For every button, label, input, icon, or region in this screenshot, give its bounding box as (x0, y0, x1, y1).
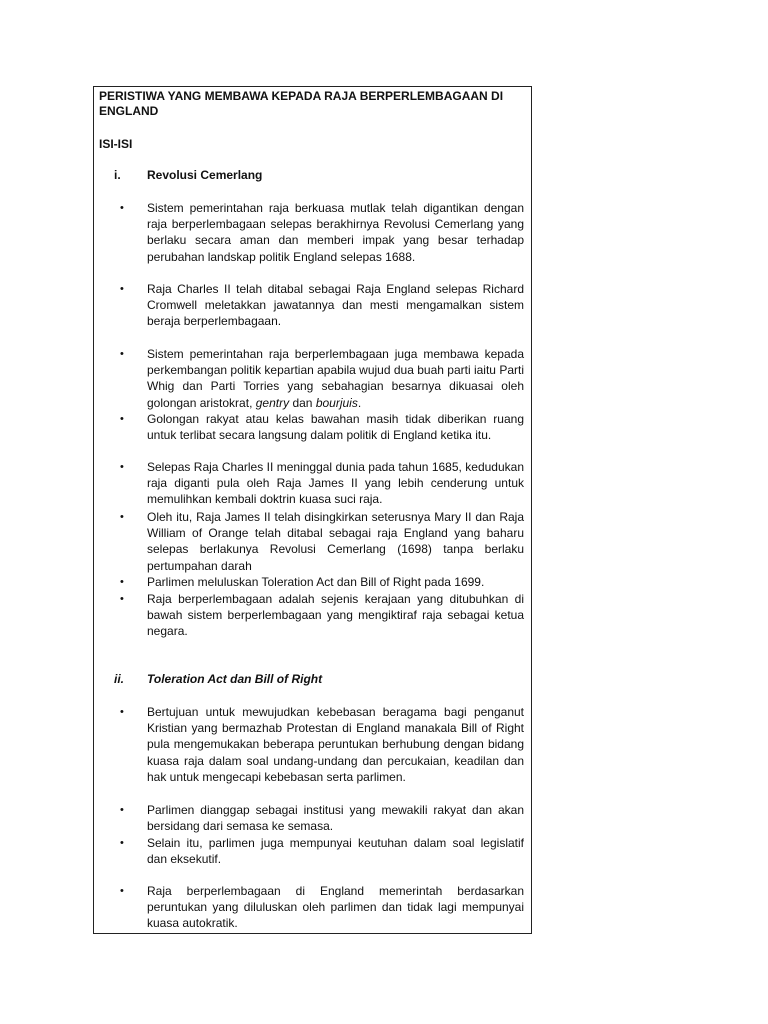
period: . (357, 395, 362, 410)
list-item-text: Selain itu, parlimen juga mempunyai keutuhan dalam soal legislatif dan eksekutif. (147, 836, 524, 867)
list-item-text: Golongan rakyat atau kelas bawahan masih tidak diberikan ruang untuk terlibat secara langsung dalam politik di England ketika itu. (147, 412, 524, 443)
section-2-number: ii. (114, 672, 125, 686)
list-item-text: Selepas Raja Charles II meninggal dunia pada tahun 1685, kedudukan raja diganti pula oleh Raja James II yang lebih cenderung untuk memulihkan kembali doktrin kuasa suci raja. (147, 460, 524, 507)
bullet-icon: • (120, 804, 124, 816)
list-item-text: Parlimen dianggap sebagai institusi yang mewakili rakyat dan akan bersidang dari semasa ke semasa. (147, 803, 524, 834)
document-heading: PERISTIWA YANG MEMBAWA KEPADA RAJA BERPERLEMBAGAAN DI ENGLAND (99, 89, 504, 118)
term-bourjuis: bourjuis (315, 395, 358, 410)
section-2-title: Toleration Act dan Bill of Right (147, 672, 323, 686)
bullet-icon: • (120, 706, 124, 718)
bullet-icon: • (120, 885, 124, 897)
list-item-text (147, 346, 524, 411)
section-1-number: i. (114, 168, 121, 182)
isi-label: ISI-ISI (99, 137, 133, 151)
list-item-text: Raja berperlembagaan adalah sejenis kerajaan yang ditubuhkan di bawah sistem berperlembagaan yang mengiktiraf raja sebagai ketua negara. (147, 592, 524, 639)
bullet-icon: • (120, 348, 124, 360)
bullet-icon: • (120, 837, 124, 849)
bullet-icon: • (120, 413, 124, 425)
section-1-title: Revolusi Cemerlang (147, 168, 263, 182)
term-gentry: gentry (255, 395, 290, 410)
list-item-text: Oleh itu, Raja James II telah disingkirkan seterusnya Mary II dan Raja William of Orange telah ditabal sebagai raja England yang baharu selepas berlakunya Revolusi Cemerlang (1698) tanpa berlaku pertumpahan darah (147, 510, 524, 573)
list-item-text: Parlimen meluluskan Toleration Act dan Bill of Right pada 1699. (147, 575, 485, 589)
list-item-text-main: Sistem pemerintahan raja berperlembagaan juga membawa kepada perkembangan politik kepartian apabila wujud dua buah parti iaitu Parti Whig dan Parti Torries yang sebahagian besarnya dikuasai oleh golongan aristokrat, (147, 347, 524, 410)
bullet-icon: • (120, 576, 124, 588)
list-item-text: Bertujuan untuk mewujudkan kebebasan beragama bagi penganut Kristian yang bermazhab Protestan di England manakala Bill of Right pula mengemukakan beberapa peruntukan berhubung dengan bidang kuasa raja dalam soal undang-undang dan percukaian, keadilan dan hak untuk mengecapi kebebasan serta parlimen. (147, 705, 524, 784)
bullet-icon: • (120, 593, 124, 605)
list-item-text: Raja Charles II telah ditabal sebagai Raja England selepas Richard Cromwell meletakkan jawatannya dan mesti mengamalkan sistem beraja berperlembagaan. (147, 282, 524, 329)
bullet-icon: • (120, 202, 124, 214)
bullet-icon: • (120, 283, 124, 295)
bullet-icon: • (120, 461, 124, 473)
bullet-icon: • (120, 511, 124, 523)
conjunction: dan (289, 395, 316, 410)
list-item-text: Sistem pemerintahan raja berkuasa mutlak telah digantikan dengan raja berperlembagaan selepas berakhirnya Revolusi Cemerlang yang berlaku secara aman dan memberi impak yang besar terhadap perubahan landskap politik England selepas 1688. (147, 201, 524, 264)
list-item-text: Raja berperlembagaan di England memerintah berdasarkan peruntukan yang diluluskan oleh parlimen dan tidak lagi mempunyai kuasa autokratik. (147, 884, 524, 931)
